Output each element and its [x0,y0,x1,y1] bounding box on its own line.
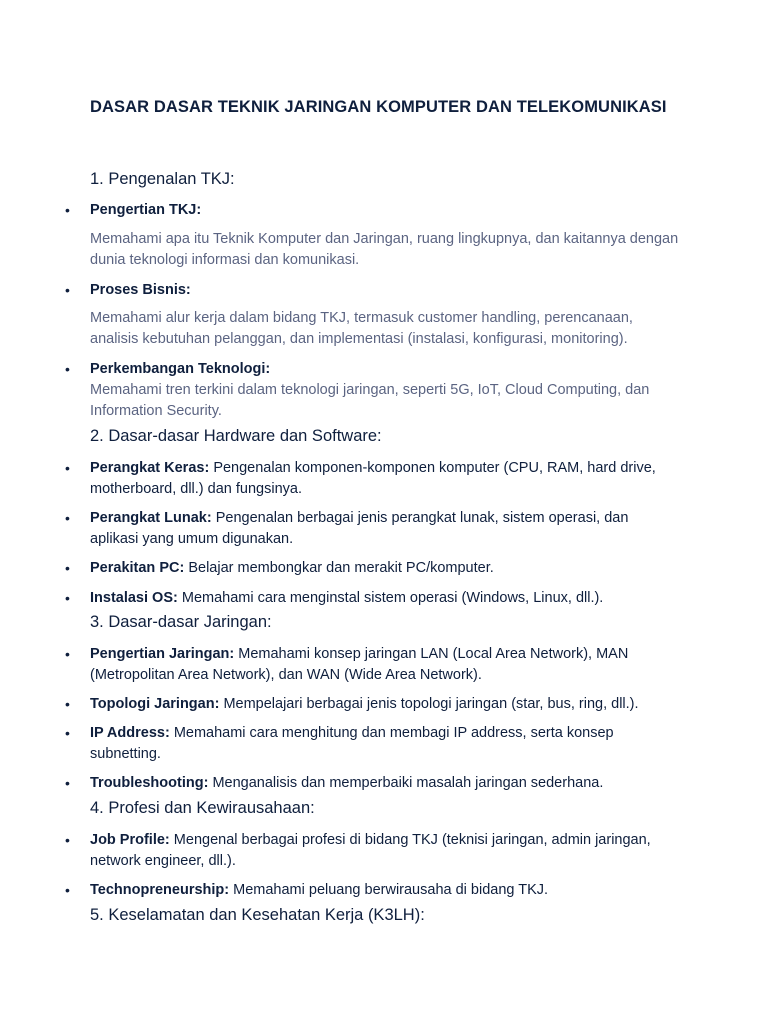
bullet-icon: • [65,775,70,791]
item-label: Troubleshooting: [90,775,209,791]
item-label: Perkembangan Teknologi: [90,361,271,377]
list-item [90,694,680,715]
list-item [90,508,680,550]
section-heading: 3. Dasar-dasar Jaringan: [90,613,272,631]
bullet-icon: • [65,646,70,662]
item-label: Perakitan PC: [90,560,185,576]
item-description: Memahami apa itu Teknik Komputer dan Jaringan, ruang lingkupnya, dan kaitannya dengan dunia teknologi informasi dan komunikasi. [90,231,679,268]
item-label: Proses Bisnis: [90,282,191,298]
item-description: Memahami konsep jaringan LAN (Local Area Network), MAN (Metropolitan Area Network), dan WAN (Wide Area Network). [90,646,629,683]
item-label: Technopreneurship: [90,882,230,898]
item-label: Pengertian Jaringan: [90,646,235,662]
item-description: Memahami cara menghitung dan membagi IP address, serta konsep subnetting. [90,725,614,762]
item-description: Pengenalan komponen-komponen komputer (CPU, RAM, hard drive, motherboard, dll.) dan fungsinya. [90,460,656,497]
list-item [90,200,680,221]
bullet-icon: • [65,725,70,741]
item-label: Instalasi OS: [90,590,178,606]
item-description: Menganalisis dan memperbaiki masalah jaringan sederhana. [212,775,604,791]
list-item [90,558,680,579]
bullet-icon: • [65,460,70,476]
section-heading: 4. Profesi dan Kewirausahaan: [90,799,315,817]
list-item [90,359,680,380]
list-item [90,588,680,609]
bullet-icon: • [65,590,70,606]
item-label: Topologi Jaringan: [90,696,220,712]
list-item [90,644,680,686]
bullet-icon: • [65,560,70,576]
item-description: Memahami peluang berwirausaha di bidang TKJ. [233,882,549,898]
list-item [90,880,680,901]
bullet-icon: • [65,832,70,848]
item-label: Perangkat Keras: [90,460,210,476]
item-description: Belajar membongkar dan merakit PC/komputer. [188,560,494,576]
list-item [90,280,680,301]
section-heading: 1. Pengenalan TKJ: [90,170,235,188]
item-description: Memahami alur kerja dalam bidang TKJ, termasuk customer handling, perencanaan, analisis kebutuhan pelanggan, dan implementasi (instalasi, konfigurasi, monitoring). [90,310,633,347]
list-item [90,458,680,500]
item-description: Mempelajari berbagai jenis topologi jaringan (star, bus, ring, dll.). [223,696,639,712]
bullet-icon: • [65,282,70,298]
list-item [90,723,680,765]
item-description: Memahami tren terkini dalam teknologi jaringan, seperti 5G, IoT, Cloud Computing, dan Information Security. [90,382,650,419]
section-heading: 2. Dasar-dasar Hardware dan Software: [90,427,382,445]
section-heading: 5. Keselamatan dan Kesehatan Kerja (K3LH): [90,906,425,924]
bullet-icon: • [65,510,70,526]
list-item [90,773,680,794]
document-title: DASAR DASAR TEKNIK JARINGAN KOMPUTER DAN TELEKOMUNIKASI [90,98,667,116]
bullet-icon: • [65,361,70,377]
item-label: Job Profile: [90,832,170,848]
item-description: Memahami cara menginstal sistem operasi (Windows, Linux, dll.). [181,590,604,606]
bullet-icon: • [65,882,70,898]
bullet-icon: • [65,696,70,712]
item-description: Mengenal berbagai profesi di bidang TKJ (teknisi jaringan, admin jaringan, network engineer, dll.). [90,832,651,869]
bullet-icon: • [65,202,70,218]
item-description: Pengenalan berbagai jenis perangkat lunak, sistem operasi, dan aplikasi yang umum digunakan. [90,510,629,547]
item-label: Perangkat Lunak: [90,510,212,526]
list-item [90,830,680,872]
item-label: IP Address: [90,725,170,741]
item-label: Pengertian TKJ: [90,202,202,218]
